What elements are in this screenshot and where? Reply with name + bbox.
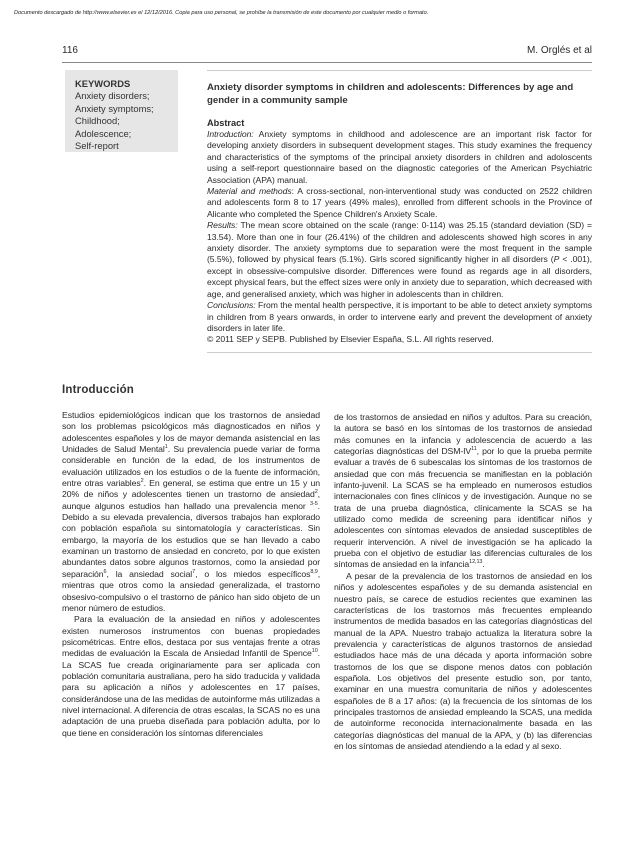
keywords-box: [65, 70, 178, 152]
right-column: [334, 412, 592, 752]
keyword: Anxiety disorders;: [75, 90, 150, 102]
citation-ref: 3-5: [310, 500, 318, 507]
italic-label: P: [553, 254, 560, 265]
citation-ref: 11: [471, 446, 477, 453]
paragraph: [334, 412, 592, 571]
citation-ref: 6: [103, 568, 107, 575]
keyword: Self-report: [75, 140, 119, 152]
keyword: Adolescence;: [75, 127, 132, 139]
running-head-authors: M. Orglés et al: [526, 45, 592, 56]
left-column: [62, 384, 320, 739]
abstract: [207, 70, 592, 346]
italic-label: Results:: [207, 220, 238, 231]
paragraph: [334, 571, 592, 753]
right-column-body: [334, 412, 592, 752]
paragraph: [207, 186, 592, 220]
text-run: .: [482, 559, 485, 570]
citation-ref: 8,9: [310, 568, 318, 575]
text-run: . Su prevalencia puede variar de forma considerable en función de la edad, de los instrumentos de evaluación utilizados en los estudios o de la fuente de información, entre otras variables: [62, 444, 320, 489]
abstract-heading: Abstract: [207, 118, 245, 128]
italic-label: Introduction:: [207, 129, 254, 139]
paragraph: [62, 410, 320, 614]
text-run: From the mental health perspective, it is important to be able to detect anxiety symptoms in children from 8 years onwards, in order to intervene early and prevent the development of anxiety disorders in later life.: [207, 300, 592, 333]
keywords-heading: KEYWORDS: [75, 78, 131, 89]
paragraph: [207, 334, 592, 345]
article-title: Anxiety disorder symptoms in children and adolescents: Differences by age and gender in a community sample: [207, 82, 574, 106]
text-run: . La SCAS fue creada originariamente para ser aplicada con población comunitaria australiana, pero ha sido traducida y validada para su aplicación a niños y adolescentes en 17 países, considerándose una de las medidas de autoinforme más utilizadas a nivel internacional. A diferencia de otras escalas, la SCAS no es una adaptación de una prueba diseñada para población adulta, por lo que tiene en consideración los síntomas diferenciales: [62, 648, 320, 738]
text-run: Para la evaluación de la ansiedad en niños y adolescentes existen numerosos instrumentos con buenas propiedades psicométricas. Entre ellos, destaca por sus ventajas frente a otras medidas de evaluación la Escala de Ansiedad Infantil de Spence: [62, 614, 320, 659]
keyword: Anxiety symptoms;: [75, 102, 154, 114]
text-run: The mean score obtained on the scale (range: 0-114) was 25.15 (standard deviation (SD) = 13.54). More than one in four (26.41%) of the children and adolescents showed high scores in any anxiety disorder. The anxiety symptoms due to separation were the most frequent in the sample (5.5%), followed by physical fears (5.1%). Girls scored significantly higher in all disorders (: [207, 220, 592, 265]
text-run: . En general, se estima que entre un 15 y un 20% de niños y adolescentes tienen un trastorno de ansiedad: [62, 478, 320, 500]
header-rule: [62, 62, 592, 63]
text-run: , aunque algunos estudios han hallado una prevalencia menor: [62, 489, 320, 511]
text-run: , o los miedos específicos: [195, 568, 311, 579]
paragraph: [207, 129, 592, 186]
citation-ref: 12,13: [469, 559, 483, 566]
text-run: Estudios epidemiológicos indican que los trastornos de ansiedad son los problemas psicológicos más diagnosticados en niños y adolescentes españoles y los de mayor demanda asistencial en las Unidades de Salud Mental: [62, 410, 320, 455]
text-run: © 2011 SEP y SEPB. Published by Elsevier España, S.L. All rights reserved.: [207, 334, 494, 345]
section-title: Introducción: [62, 384, 135, 396]
text-run: , por lo que la prueba permite evaluar a través de 6 subescalas los síntomas de los trastornos de ansiedad que con más frecuencia se manifiestan en la población infanto-juvenil. La SCAS se ha empleado en numerosos estudios internacionales con fines clínicos y de investigación. Aunque no se trata de una prueba diagnóstica, clínicamente la SCAS se ha utilizado como medida de screening para identificar niños y adolescentes con síntomas elevados de ansiedad susceptibles de requerir intervención. A nivel de investigación se ha aplicado la prueba con el objetivo de estudiar las diferencias culturales de los síntomas de ansiedad en la infancia: [334, 446, 592, 570]
paragraph: [207, 300, 592, 334]
text-run: . Debido a su elevada prevalencia, diversos trabajos han explorado con población española su sintomatología y características. Sin embargo, la mayoría de los estudios que se han llevado a cabo examinan un trastorno de ansiedad en concreto, por lo que existen abundantes datos sobre algunos trastornos, como la ansiedad por separación: [62, 500, 320, 579]
text-run: , mientras que otros como la ansiedad generalizada, el trastorno obsesivo-compulsivo o el trastorno de pánico han sido objeto de un menor número de estudios.: [62, 568, 321, 613]
abstract-body: [207, 129, 592, 346]
page-number: 116: [62, 45, 78, 56]
citation-ref: 2: [140, 478, 144, 485]
citation-ref: 2: [314, 489, 318, 496]
text-run: A pesar de la prevalencia de los trastornos de ansiedad en los niños y adolescentes españoles y de su demanda asistencial en nuestro país, se carece de estudios recientes que examinen las características de los trastornos más frecuentes empleando instrumentos de medida basados en las categorías diagnósticas del manual de la APA. Nuestro trabajo actualiza la literatura sobre la prevalencia y características de algunos trastornos de ansiedad estudiados hace más de una década y aporta información sobre trastornos de los que se dispone menos datos con población española. Los objetivos del presente estudio son, por tanto, examinar en una muestra comunitaria de niños y adolescentes españoles de 8 a 17 años: (a) la frecuencia de los síntomas de los principales trastornos de ansiedad empleando la SCAS, una medida de autoinforme reconocida internacionalmente basada en las categorías diagnósticas del manual de la APA, y (b) las diferencias en los síntomas de ansiedad atendiendo a la edad y al sexo.: [334, 570, 592, 751]
text-run: : A cross-sectional, non-interventional study was conducted on 2522 children and adolescents form 8 to 17 years (49% males), enrolled from different schools in the Province of Alicante who completed the Spence Children's Anxiety Scale.: [207, 186, 592, 219]
citation-ref: 1: [164, 444, 168, 451]
abstract-rule: [207, 352, 592, 353]
text-run: < .001), except in obsessive-compulsive disorder. Differences were found as regards age in all disorders, except physical fears, but the effect sizes were only in anxiety due to separation, which decreased with age, and generalised anxiety, which was higher in adolescents than in children.: [207, 254, 592, 299]
text-run: de los trastornos de ansiedad en niños y adultos. Para su creación, la autora se basó en los síntomas de los trastornos de ansiedad más comunes en la infancia y adolescencia de acuerdo a las categorías diagnósticas del DSM-IV: [334, 412, 592, 457]
italic-label: Conclusions:: [207, 300, 256, 311]
paragraph: [62, 614, 320, 739]
citation-ref: 10: [311, 648, 318, 655]
text-run: , la ansiedad social: [106, 568, 193, 579]
italic-label: Material and methods: [207, 186, 292, 197]
keyword: Childhood;: [75, 115, 120, 127]
paragraph: [207, 220, 592, 300]
text-run: Anxiety symptoms in childhood and adolescence are an important risk factor for developing anxiety disorders in subsequent development stages. This study examines the frequency and characteristics of the symptoms of the principal anxiety disorders in children and adoloscents using a self-report questionnaire based on the diagnostic categories of the American Psychiatric Association (APA) manual.: [207, 129, 592, 185]
download-notice: Documento descargado de http://www.elsevier.es el 12/12/2016. Copia para uso personal, se prohíbe la transmisión de este documento por cualquier medio o formato.: [14, 10, 429, 16]
citation-ref: 7: [192, 568, 196, 575]
left-column-body: [62, 410, 320, 739]
